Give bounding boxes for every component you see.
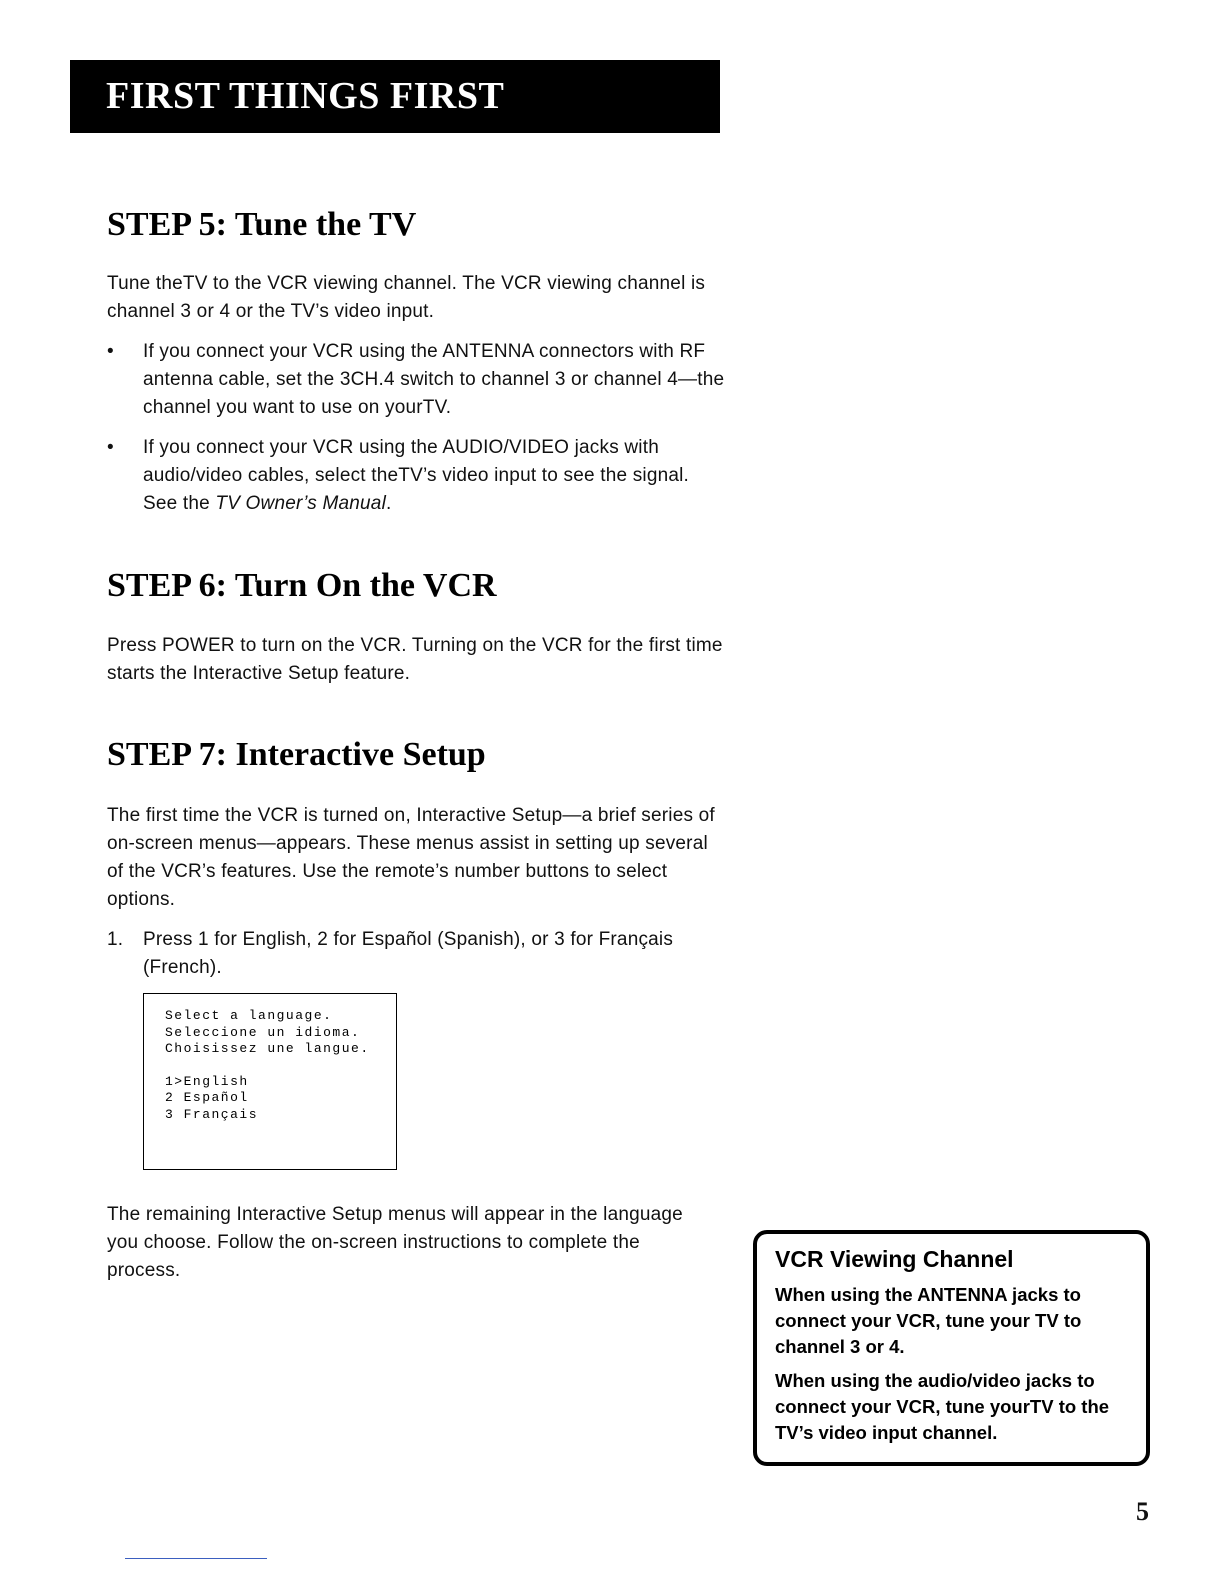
step5-intro: Tune theTV to the VCR viewing channel. The VCR viewing channel is channel 3 or 4 or the TV’s video input. [107, 273, 706, 322]
note-paragraph-antenna: When using the ANTENNA jacks to connect your VCR, tune your TV to channel 3 or 4. [775, 1284, 1082, 1357]
step6-heading: STEP 6: Turn On the VCR [107, 567, 497, 604]
language-menu-screen [143, 993, 397, 1170]
screen-spacer [165, 1058, 396, 1074]
screen-prompt-line: Seleccione un idioma. [165, 1024, 361, 1040]
bullet-text-after: . [386, 493, 392, 514]
step7-heading: STEP 7: Interactive Setup [107, 736, 486, 773]
note-title: VCR Viewing Channel [775, 1246, 1014, 1272]
vcr-viewing-channel-note [753, 1230, 1150, 1466]
step5-heading: STEP 5: Tune the TV [107, 206, 417, 243]
bullet-text [143, 434, 727, 518]
step6-text: Press POWER to turn on the VCR. Turning on the VCR for the first time starts the Interactive Setup feature. [107, 635, 723, 684]
screen-prompt-line: Select a language. [165, 1008, 333, 1023]
step5-bullet-2 [107, 434, 727, 518]
step7-intro: The first time the VCR is turned on, Interactive Setup—a brief series of on-screen menus—appears. These menus assist in setting up several of the VCR’s features. Use the remote’s number buttons to select options. [107, 805, 715, 910]
bullet-text: If you connect your VCR using the ANTENNA connectors with RF antenna cable, set the 3CH.4 switch to channel 3 or channel 4—the channel you want to use on yourTV. [143, 341, 725, 418]
bullet-text-before: If you connect your VCR using the AUDIO/VIDEO jacks with audio/video cables, select theTV’s video input to see the signal. See the [143, 437, 690, 514]
footer-rule [125, 1558, 267, 1559]
section-title: FIRST THINGS FIRST [106, 75, 505, 117]
step5-bullet-1 [107, 338, 727, 422]
screen-option-english: 1>English [165, 1073, 249, 1089]
manual-reference: TV Owner’s Manual [215, 493, 386, 514]
screen-option-francais: 3 Français [165, 1106, 259, 1122]
screen-prompt-line: Choisissez une langue. [165, 1041, 370, 1056]
step7-outro: The remaining Interactive Setup menus will appear in the language you choose. Follow the on-screen instructions to complete the process. [107, 1204, 683, 1281]
step-number: 1. [107, 929, 124, 950]
bullet-marker: • [107, 437, 114, 458]
section-banner [70, 60, 720, 133]
note-paragraph-av: When using the audio/video jacks to connect your VCR, tune yourTV to the TV’s video input channel. [775, 1370, 1110, 1443]
screen-option-espanol: 2 Español [165, 1090, 249, 1105]
step7-numbered-item-1 [107, 926, 727, 982]
bullet-marker: • [107, 341, 114, 362]
step-text: Press 1 for English, 2 for Español (Spanish), or 3 for Français (French). [143, 929, 674, 978]
page-number: 5 [1136, 1497, 1149, 1526]
